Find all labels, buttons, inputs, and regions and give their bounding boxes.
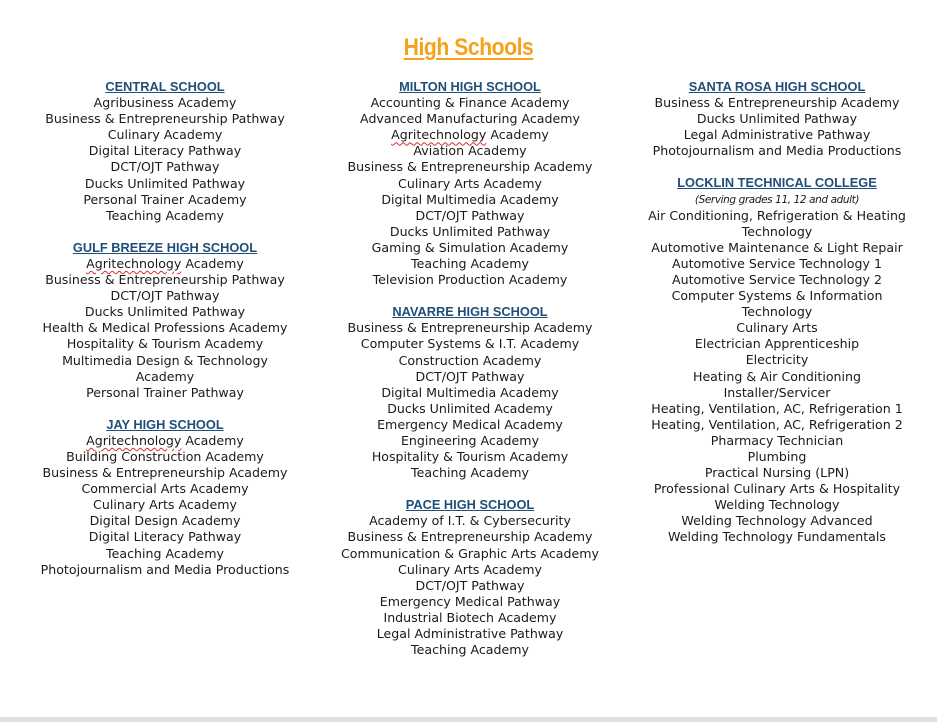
- program-item: Teaching Academy: [106, 207, 224, 223]
- program-item: Culinary Academy: [107, 127, 223, 143]
- program-item: Gaming & Simulation Academy: [371, 239, 569, 255]
- program-item: Business & Entrepreneurship Academy: [42, 465, 288, 481]
- program-item: Teaching Academy: [106, 545, 224, 561]
- program-item: Electrician Apprenticeship: [694, 336, 860, 352]
- program-item: Business & Entrepreneurship Academy: [347, 529, 593, 545]
- program-item: Agritechnology Academy: [86, 255, 244, 271]
- program-item: Emergency Medical Academy: [377, 416, 563, 432]
- school-subheading: (Serving grades 11, 12 and adult): [694, 193, 860, 206]
- program-item: Practical Nursing (LPN): [704, 465, 850, 481]
- school-section: [30, 79, 300, 224]
- school-heading: PACE HIGH SCHOOL: [405, 497, 535, 513]
- column-1: [30, 79, 300, 594]
- school-heading: JAY HIGH SCHOOL: [106, 416, 224, 432]
- program-item: Electricity: [745, 352, 809, 368]
- program-item: Automotive Service Technology 1: [672, 255, 882, 271]
- school-section: [30, 417, 300, 578]
- school-section: [30, 240, 300, 401]
- program-item: Computer Systems & Information Technology: [671, 288, 883, 320]
- program-item: Building Construction Academy: [66, 448, 264, 464]
- program-item: Plumbing: [747, 448, 807, 464]
- program-item: Teaching Academy: [411, 256, 529, 272]
- program-item: Culinary Arts Academy: [398, 175, 542, 191]
- program-item: Digital Design Academy: [89, 513, 241, 529]
- school-section: [335, 79, 605, 288]
- program-item: Digital Literacy Pathway: [88, 143, 242, 159]
- program-item: Business & Entrepreneurship Pathway: [45, 111, 285, 127]
- program-item: Industrial Biotech Academy: [383, 609, 557, 625]
- program-item: Culinary Arts: [736, 320, 818, 336]
- program-item: DCT/OJT Pathway: [110, 159, 220, 175]
- column-2: [335, 79, 605, 674]
- program-item: Ducks Unlimited Academy: [387, 400, 553, 416]
- school-section: [642, 175, 912, 545]
- program-item: Photojournalism and Media Productions: [652, 143, 902, 159]
- program-item: Heating, Ventilation, AC, Refrigeration 1: [651, 400, 903, 416]
- program-item: Culinary Arts Academy: [93, 497, 237, 513]
- program-item: Hospitality & Tourism Academy: [66, 336, 264, 352]
- program-item: Teaching Academy: [411, 642, 529, 658]
- program-item: Agribusiness Academy: [93, 95, 237, 111]
- program-item: Digital Multimedia Academy: [381, 384, 559, 400]
- program-item: Ducks Unlimited Pathway: [84, 304, 246, 320]
- program-item: Accounting & Finance Academy: [370, 95, 570, 111]
- program-item: Business & Entrepreneurship Academy: [654, 95, 900, 111]
- program-item: DCT/OJT Pathway: [415, 207, 525, 223]
- program-item: Photojournalism and Media Productions: [40, 561, 290, 577]
- program-item: Agritechnology Academy: [86, 432, 244, 448]
- program-item: Heating & Air Conditioning Installer/Servicer: [692, 368, 862, 400]
- program-item: Emergency Medical Pathway: [379, 593, 561, 609]
- program-item: Heating, Ventilation, AC, Refrigeration 2: [651, 416, 903, 432]
- program-item: Commercial Arts Academy: [81, 481, 249, 497]
- program-item: Business & Entrepreneurship Pathway: [45, 272, 285, 288]
- program-item: Health & Medical Professions Academy: [42, 320, 288, 336]
- program-item: Legal Administrative Pathway: [683, 127, 871, 143]
- program-item: DCT/OJT Pathway: [110, 288, 220, 304]
- program-item: Advanced Manufacturing Academy: [360, 111, 580, 127]
- program-item: DCT/OJT Pathway: [415, 577, 525, 593]
- program-item: Computer Systems & I.T. Academy: [360, 336, 580, 352]
- program-item: Welding Technology Advanced: [681, 513, 873, 529]
- program-item: Air Conditioning, Refrigeration & Heating Technology: [648, 207, 906, 239]
- program-item: Television Production Academy: [372, 272, 568, 288]
- program-item: Automotive Maintenance & Light Repair: [651, 239, 903, 255]
- column-3: [642, 79, 912, 562]
- page-title: High Schools: [403, 34, 534, 61]
- school-heading: CENTRAL SCHOOL: [105, 79, 225, 94]
- program-item: Personal Trainer Pathway: [86, 384, 244, 400]
- school-heading: LOCKLIN TECHNICAL COLLEGE: [677, 175, 877, 191]
- program-item: DCT/OJT Pathway: [415, 368, 525, 384]
- school-heading: SANTA ROSA HIGH SCHOOL: [688, 79, 866, 94]
- school-section: [335, 304, 605, 481]
- program-item: Ducks Unlimited Pathway: [84, 175, 246, 191]
- program-item: Academy of I.T. & Cybersecurity: [369, 513, 571, 529]
- school-heading: MILTON HIGH SCHOOL: [399, 79, 541, 94]
- program-item: Ducks Unlimited Pathway: [389, 223, 551, 239]
- school-heading: NAVARRE HIGH SCHOOL: [392, 304, 548, 320]
- program-item: Business & Entrepreneurship Academy: [347, 159, 593, 175]
- program-item: Hospitality & Tourism Academy: [371, 449, 569, 465]
- program-item: Business & Entrepreneurship Academy: [347, 320, 593, 336]
- program-item: Digital Literacy Pathway: [88, 529, 242, 545]
- program-item: Construction Academy: [398, 352, 542, 368]
- program-item: Pharmacy Technician: [710, 432, 844, 448]
- program-item: Communication & Graphic Arts Academy: [341, 545, 599, 561]
- program-item: Automotive Service Technology 2: [672, 271, 882, 287]
- program-item: Teaching Academy: [411, 465, 529, 481]
- school-heading: GULF BREEZE HIGH SCHOOL: [72, 239, 258, 255]
- program-item: Legal Administrative Pathway: [376, 626, 564, 641]
- program-item: Digital Multimedia Academy: [381, 191, 559, 207]
- program-item: Agritechnology Academy: [391, 127, 549, 143]
- school-section: [335, 497, 605, 658]
- program-item: Welding Technology Fundamentals: [668, 529, 886, 545]
- program-item: Ducks Unlimited Pathway: [696, 111, 858, 127]
- program-item: Personal Trainer Academy: [83, 191, 247, 207]
- program-item: Welding Technology: [714, 497, 840, 513]
- bottom-divider: [0, 717, 937, 722]
- program-item: Aviation Academy: [413, 143, 527, 159]
- school-section: [642, 79, 912, 159]
- program-item: Professional Culinary Arts & Hospitality: [653, 481, 901, 497]
- program-item: Multimedia Design & Technology Academy: [62, 352, 268, 384]
- program-item: Culinary Arts Academy: [398, 561, 542, 577]
- program-item: Engineering Academy: [400, 432, 540, 448]
